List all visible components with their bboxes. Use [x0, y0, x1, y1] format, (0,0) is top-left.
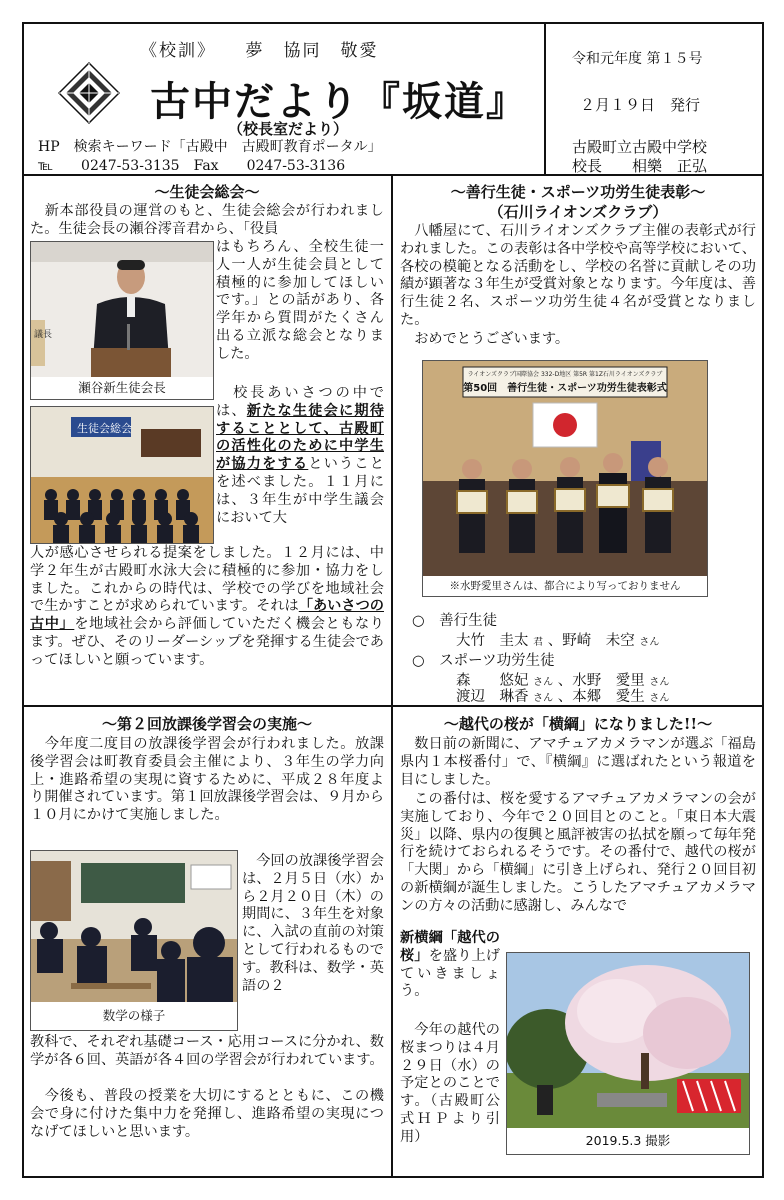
s1-para-3	[216, 385, 384, 527]
sports-student-3-honorific: さん	[533, 693, 554, 704]
sports-student-1-honorific: さん	[533, 677, 554, 688]
s1-photo-caption: 瀬谷新生徒会長	[78, 380, 166, 395]
s4-para-1: 数日前の新聞に、アマチュアカメラマンが選ぶ「福島県内１本桜番付」で、『横綱』に選ばれたという報道を目にしました。	[400, 736, 756, 788]
s4-para-3: 今年の越代の桜まつりは４月２９日（水）の予定とのことです。（古殿町公式ＨＰより引用）	[400, 1022, 500, 1145]
left-section-rule	[22, 705, 392, 707]
award-ceremony-photo	[422, 360, 708, 578]
s3-para-1: 八幡屋にて、石川ライオンズクラブ主催の表彰式が行われました。この表彰は各中学校や高等学校において、各校の模範となる活動をし、学校の名誉に貢献しその功績が顕著な３年生が受賞対象となります。今年度は、善行生徒２名、スポーツ功労生徒４名が受賞となりました。	[400, 223, 756, 328]
s2-para-2: 今回の放課後学習会は、２月５日（水）から２月２０日（木）の期間に、３年生を対象に、入試の直前の対策として行われるものです。教科は、数学・英語の２	[242, 853, 384, 994]
s1-greeting-slogan: 「あいさつの古中」	[30, 598, 384, 633]
sports-student-1: 森 悠妃	[456, 673, 529, 689]
assembly-banner-text: 生徒会総会	[77, 422, 132, 435]
s1-para-2: はもちろん、全校生徒一人一人が生徒会員として積極的に参加してほしいです。」との話があり、各学年から質問がたくさん出る立派な総会となりました。	[216, 239, 384, 362]
photo-banner-small: ライオンズクラブ国際協会 332-D地区 第5R 第1Z石川ライオンズクラブ	[467, 371, 663, 378]
zenko-student-2: 、野崎 未空	[547, 633, 635, 649]
school-motto: 《校訓》 夢 協同 敬愛	[140, 41, 379, 61]
school-crest-icon	[58, 62, 120, 124]
zenko-student-1-honorific: 君	[533, 637, 544, 648]
s1-para-1: 新本部役員の運営のもと、生徒会総会が行われました。生徒会長の瀬谷澪音君から、「役員	[30, 203, 384, 237]
s2-para-3: 教科で、それぞれ基礎コース・応用コースに分かれ、数学が各６回、英語が各４回の学習会が行われています。	[30, 1034, 384, 1068]
s3-photo-caption: ※水野愛里さんは、都合により写っておりません	[449, 580, 681, 592]
s3-heading-1: ～善行生徒・スポーツ功労生徒表彰～	[450, 183, 706, 201]
podium-sign-text: 議長	[34, 330, 53, 340]
newsletter-title: 古中だより『坂道』	[150, 78, 528, 125]
s3-para-2: おめでとうございます。	[400, 331, 570, 347]
s4-para-2: この番付は、桜を愛するアマチュアカメラマンの会が実施しており、今年で２０回目とのこと。「東日本大震災」以降、県内の復興と風評被害の払拭を願って毎年発行を続けておられるそうです。その番付で、越代の桜が「大関」から「横綱」に引き上げられ、発行２０回目初の新横綱が誕生しました。こうしたアマチュアカメラマンの方々の活動に感謝し、みんなで	[400, 791, 756, 914]
zenko-student-1: 大竹 圭太	[456, 633, 529, 649]
phone-fax-line: ℡ 0247-53-3135 Fax 0247-53-3136	[38, 158, 346, 174]
s3-heading-2: （石川ライオンズクラブ）	[488, 203, 668, 221]
s2-heading: ～第２回放課後学習会の実施～	[101, 715, 312, 733]
sports-student-4-honorific: さん	[649, 693, 670, 704]
school-name: 古殿町立古殿中学校	[572, 138, 708, 156]
s1-para-3a: 校長あいさつの中では、	[216, 385, 384, 419]
s3-caption-box	[422, 576, 708, 597]
s4-heading: ～越代の桜が「横綱」になりました!!～	[443, 715, 713, 733]
zenko-student-2-honorific: さん	[639, 637, 660, 648]
s2-para-4: 今後も、普段の授業を大切にするとともに、この機会で身に付けた集中力を発揮し、進路希望の実現につなげてほしいと思います。	[30, 1088, 384, 1140]
zenko-title: ○ 善行生徒	[412, 613, 498, 629]
s1-heading: ～生徒会総会～	[154, 183, 260, 201]
sports-students-row-2	[456, 687, 669, 709]
math-class-photo	[30, 850, 238, 1004]
sports-student-2-honorific: さん	[649, 677, 670, 688]
principal-name: 校長 相樂 正弘	[572, 157, 708, 175]
sports-student-4: 、本郷 愛生	[557, 689, 645, 705]
s2-caption-box	[30, 1002, 238, 1031]
issue-date: ２月１９日 発行	[580, 96, 701, 114]
sports-title: ○ スポーツ功労生徒	[412, 653, 555, 669]
s4-new-yokozuna: 新横綱「越代の桜」	[400, 930, 500, 964]
s2-para-1: 今年度二度目の放課後学習会が行われました。放課後学習会は町教育委員会主催により、３年生の学力向上・進路希望の実現に資するために、平成２８年度より開催されています。第１回放課後学習会は、９月から１０月にかけて実施しました。	[30, 736, 384, 824]
s1-para-4c: を地域社会から評価していただく機会ともなります。ぜひ、そのリーダーシップを発揮する生徒会であってほしいと願っています。	[30, 616, 384, 668]
zenko-students	[456, 631, 659, 653]
s1-emphasis: 新たな生徒会に期待することとして、古殿町の活性化のために中学生が協力をする	[216, 402, 384, 473]
issue-number: 令和元年度 第１５号	[572, 51, 703, 67]
s1-para-3c: ということを述べました。１１月には、３年生が中学生議会において大	[216, 456, 384, 526]
photo-banner-main: 第50回 善行生徒・スポーツ功労生徒表彰式	[463, 383, 667, 394]
assembly-hall-photo	[30, 406, 214, 544]
cherry-tree-photo	[506, 952, 750, 1130]
student-council-president-photo	[30, 241, 214, 379]
s1-para-4	[30, 545, 384, 670]
column-divider	[391, 174, 393, 1178]
s4-para-2-end	[400, 930, 500, 1001]
s1-para-4a: 人が感心させられる提案をしました。１２月には、中学２年生が古殿町水泳大会に積極的に参加・協力をしました。これからの時代は、学校での学びを地域社会で生かすことが求められています。それは	[30, 545, 384, 615]
sports-student-3: 渡辺 琳香	[456, 689, 529, 705]
hp-search-line: HP 検索キーワード「古殿中 古殿町教育ポータル」	[38, 139, 382, 155]
s1-caption-box	[30, 377, 214, 400]
s4-caption-box	[506, 1128, 750, 1155]
header-divider	[544, 22, 546, 176]
s2-photo-caption: 数学の様子	[102, 1008, 166, 1023]
s4-photo-caption: 2019.5.3 撮影	[585, 1133, 671, 1148]
newsletter-subtitle: （校長室だより）	[228, 120, 349, 138]
sports-student-2: 、水野 愛里	[557, 673, 645, 689]
s4-para-2c: を盛り上げていきましょう。	[400, 947, 500, 1000]
